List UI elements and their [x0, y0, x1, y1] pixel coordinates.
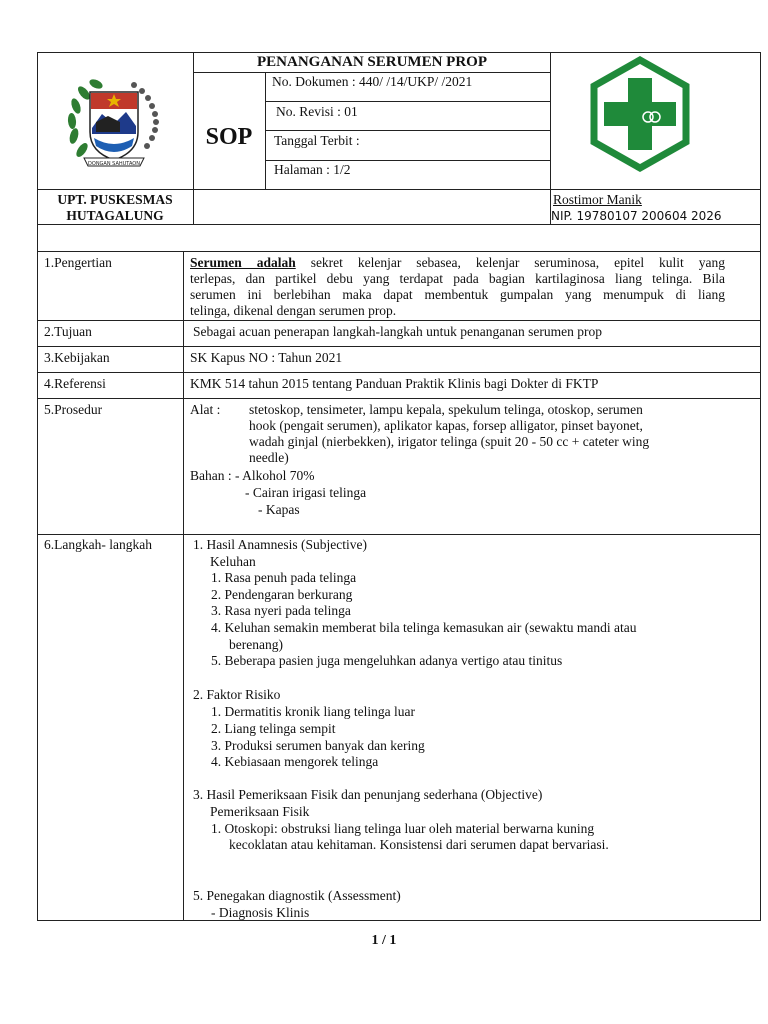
- step-5-title: 5. Penegakan diagnostik (Assessment): [193, 888, 401, 903]
- alat-line1: stetoskop, tensimeter, lampu kepala, spekulum telinga, otoskop, serumen: [249, 402, 643, 417]
- label-prosedur: 5.Prosedur: [44, 402, 103, 417]
- alat-label: Alat :: [190, 402, 221, 417]
- divider: [37, 346, 761, 347]
- list-item: 3. Rasa nyeri pada telinga: [211, 603, 351, 618]
- step-3-sub: Pemeriksaan Fisik: [210, 804, 310, 819]
- bahan-item-3: - Kapas: [258, 502, 300, 517]
- issue-date: Tanggal Terbit :: [274, 133, 360, 148]
- puskesmas-logo: [588, 56, 692, 172]
- label-tujuan: 2.Tujuan: [44, 324, 92, 339]
- divider: [183, 251, 184, 921]
- label-langkah: 6.Langkah- langkah: [44, 537, 152, 552]
- doc-number: No. Dokumen : 440/ /14/UKP/ /2021: [272, 74, 473, 89]
- pengertian-line2: terlepas, dan partikel debu yang terdapat pada bagian kartilaginosa liang telinga. Bila: [190, 271, 725, 286]
- divider: [550, 52, 551, 224]
- divider: [37, 189, 761, 190]
- page-number: 1 / 1: [371, 933, 397, 948]
- pengertian-line1: sekret kelenjar sebasea, kelenjar seruminosa, epitel kulit yang: [295, 255, 726, 270]
- divider: [37, 372, 761, 373]
- list-item: 1. Otoskopi: obstruksi liang telinga luar oleh material berwarna kuning: [211, 821, 595, 836]
- org-name-line1: UPT. PUSKESMAS: [57, 192, 173, 207]
- divider: [265, 130, 551, 131]
- divider: [37, 320, 761, 321]
- table-border-left: [37, 52, 38, 921]
- list-item-continued: kecoklatan atau kehitaman. Konsistensi dari serumen dapat bervariasi.: [229, 837, 609, 852]
- divider: [193, 72, 551, 73]
- divider: [37, 534, 761, 535]
- org-name-line2: HUTAGALUNG: [66, 208, 164, 223]
- referensi-text: KMK 514 tahun 2015 tentang Panduan Praktik Klinis bagi Dokter di FKTP: [190, 376, 599, 391]
- list-item-continued: berenang): [229, 637, 283, 652]
- divider: [37, 398, 761, 399]
- step-1-title: 1. Hasil Anamnesis (Subjective): [193, 537, 367, 552]
- bahan-label: Bahan : - Alkohol 70%: [190, 468, 315, 483]
- regency-emblem: [62, 66, 166, 176]
- sop-label: SOP: [205, 124, 253, 150]
- list-item: 2. Pendengaran berkurang: [211, 587, 353, 602]
- pengertian-line4: telinga, dikenal dengan serumen prop.: [190, 303, 397, 318]
- pengertian-lead: Serumen adalah: [190, 255, 296, 270]
- divider: [265, 101, 551, 102]
- list-item: 1. Dermatitis kronik liang telinga luar: [211, 704, 415, 719]
- signer-nip: NIP. 19780107 200604 2026: [551, 209, 722, 223]
- page-info: Halaman : 1/2: [274, 162, 351, 177]
- kebijakan-text: SK Kapus NO : Tahun 2021: [190, 350, 343, 365]
- step-5-sub: - Diagnosis Klinis: [211, 905, 310, 920]
- table-border-bottom: [37, 920, 761, 921]
- revision-number: No. Revisi : 01: [276, 104, 358, 119]
- label-pengertian: 1.Pengertian: [44, 255, 112, 270]
- step-2-title: 2. Faktor Risiko: [193, 687, 281, 702]
- alat-line2: hook (pengait serumen), aplikator kapas, forsep alligator, pinset bayonet,: [249, 418, 643, 433]
- table-border-right: [760, 52, 761, 921]
- step-3-title: 3. Hasil Pemeriksaan Fisik dan penunjang sederhana (Objective): [193, 787, 543, 802]
- bahan-item-2: - Cairan irigasi telinga: [245, 485, 367, 500]
- list-item: 1. Rasa penuh pada telinga: [211, 570, 357, 585]
- label-kebijakan: 3.Kebijakan: [44, 350, 110, 365]
- step-1-sub: Keluhan: [210, 554, 256, 569]
- pengertian-text: [190, 255, 725, 319]
- alat-line3: wadah ginjal (nierbekken), irigator telinga (spuit 20 - 50 cc + cateter wing: [249, 434, 650, 449]
- alat-line4: needle): [249, 450, 289, 465]
- svg-text:DONGAN SAHUTAON: DONGAN SAHUTAON: [88, 161, 140, 167]
- divider: [37, 251, 761, 252]
- list-item: 2. Liang telinga sempit: [211, 721, 336, 736]
- list-item: 4. Keluhan semakin memberat bila telinga kemasukan air (sewaktu mandi atau: [211, 620, 637, 635]
- list-item: 5. Beberapa pasien juga mengeluhkan adanya vertigo atau tinitus: [211, 653, 563, 668]
- pengertian-line3: serumen ini berlebihan maka dapat membentuk gumpalan yang menumpuk di liang: [190, 287, 725, 302]
- list-item: 3. Produksi serumen banyak dan kering: [211, 738, 425, 753]
- divider: [37, 224, 761, 225]
- tujuan-text: Sebagai acuan penerapan langkah-langkah untuk penanganan serumen prop: [193, 324, 602, 339]
- divider: [265, 160, 551, 161]
- signer-name: Rostimor Manik: [553, 192, 642, 207]
- document-title: PENANGANAN SERUMEN PROP: [257, 54, 487, 70]
- list-item: 4. Kebiasaan mengorek telinga: [211, 754, 379, 769]
- label-referensi: 4.Referensi: [44, 376, 106, 391]
